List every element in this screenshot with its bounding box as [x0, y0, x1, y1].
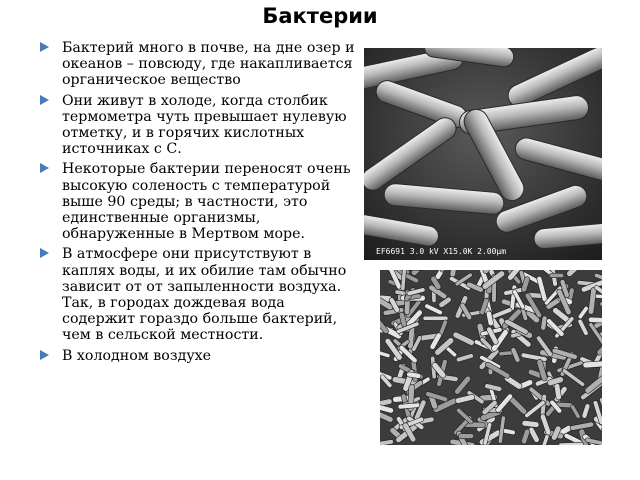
- arrow-bullet-icon: [40, 248, 49, 258]
- bullet-text: Они живут в холоде, когда столбик термометра чуть превышает нулевую отметку, и в горячих кислотных источниках с С.: [62, 92, 347, 158]
- bullet-item: [40, 348, 358, 364]
- bullet-list: [40, 40, 358, 368]
- bullet-text: Бактерий много в почве, на дне озер и океанов – повсюду, где накапливается органическое вещество: [62, 40, 355, 89]
- arrow-bullet-icon: [40, 163, 49, 173]
- small-rod-bacterium: [549, 273, 563, 277]
- slide-title: Бактерии: [262, 4, 378, 28]
- bullet-item: [40, 93, 358, 158]
- bullet-text: Некоторые бактерии переносят очень высокую соленость с температурой выше 90 среды; в частности, это единственные организмы, обнаруженные в Мертвом море.: [62, 161, 351, 243]
- small-rod-bacterium: [583, 361, 602, 368]
- bullet-item: [40, 161, 358, 242]
- bullet-text: В атмосфере они присутствуют в каплях воды, и их обилие там обычно зависит от от запыленности воздуха. Так, в городах дождевая вода содержит гораздо больше бактерий, чем в сельской местности.: [62, 246, 347, 344]
- arrow-bullet-icon: [40, 350, 49, 360]
- bacteria-micrograph-large: [364, 48, 602, 260]
- micrograph-scale-label: EF6691 3.0 kV X15.0K 2.00µm: [376, 247, 507, 256]
- bullet-item: [40, 40, 358, 89]
- arrow-bullet-icon: [40, 95, 49, 105]
- bullet-item: [40, 246, 358, 343]
- arrow-bullet-icon: [40, 42, 49, 52]
- bullet-text: В холодном воздухе: [62, 347, 212, 364]
- small-rod-bacterium: [458, 434, 473, 439]
- bacteria-micrograph-dense: [380, 270, 602, 445]
